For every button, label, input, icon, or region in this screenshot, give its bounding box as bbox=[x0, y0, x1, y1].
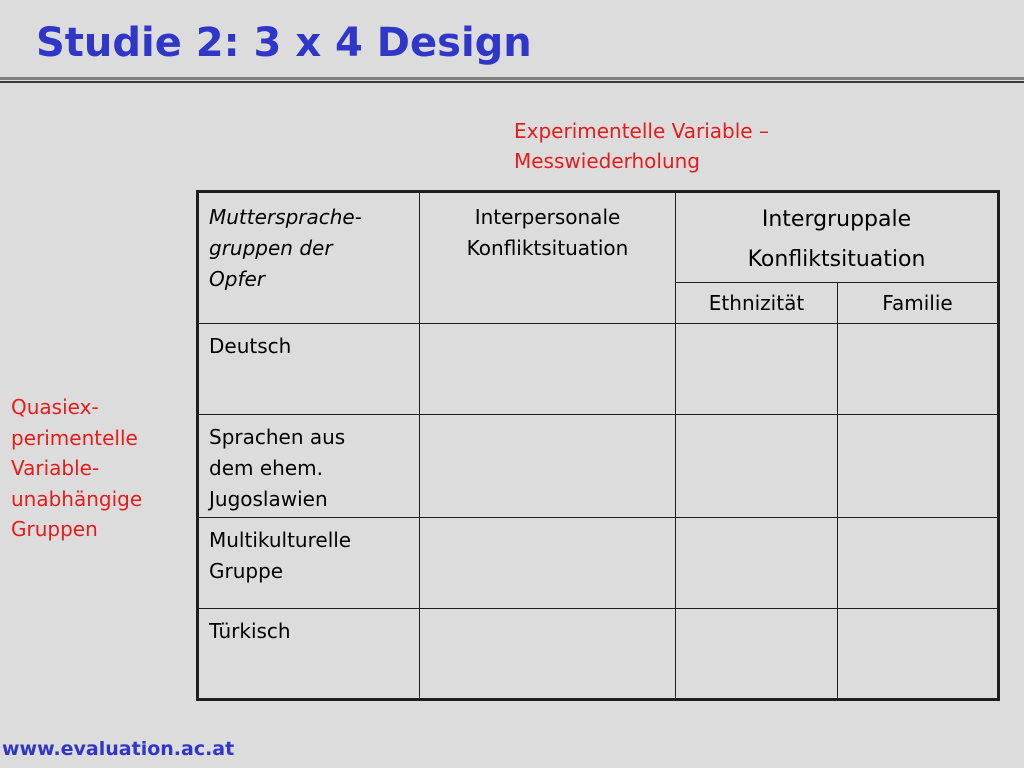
experimental-variable-line: Experimentelle Variable – bbox=[514, 119, 769, 143]
table-cell bbox=[676, 518, 838, 609]
table-row bbox=[198, 324, 999, 415]
subheader-familie: Familie bbox=[838, 283, 999, 324]
corner-header-line: gruppen der bbox=[209, 236, 333, 260]
quasi-variable-line: Variable- bbox=[11, 456, 100, 480]
table-cell bbox=[676, 324, 838, 415]
table-row bbox=[198, 415, 999, 518]
row-label-line: Sprachen aus bbox=[209, 425, 346, 449]
quasi-variable-line: Gruppen bbox=[11, 517, 98, 541]
table-row bbox=[198, 518, 999, 609]
row-label-multikulturell bbox=[198, 518, 420, 609]
corner-header-line: Opfer bbox=[209, 267, 266, 291]
table-cell bbox=[420, 518, 676, 609]
intergroup-header-line: Intergruppale bbox=[761, 207, 912, 232]
table-cell bbox=[838, 518, 999, 609]
interpersonal-header-cell bbox=[420, 192, 676, 324]
interpersonal-header-line: Interpersonale bbox=[474, 205, 621, 229]
title-divider-light bbox=[0, 77, 1024, 80]
quasi-variable-line: Quasiex- bbox=[11, 395, 99, 419]
intergroup-header-line: Konfliktsituation bbox=[747, 247, 926, 272]
corner-header-cell bbox=[198, 192, 420, 324]
quasi-variable-line: perimentelle bbox=[11, 425, 138, 450]
table-cell bbox=[838, 609, 999, 700]
row-label-line: Jugoslawien bbox=[209, 487, 328, 511]
table-cell bbox=[838, 415, 999, 518]
footer-url: www.evaluation.ac.at bbox=[2, 738, 235, 760]
table-cell bbox=[676, 415, 838, 518]
corner-header-line: Muttersprache- bbox=[209, 205, 362, 229]
interpersonal-header-line: Konfliktsituation bbox=[466, 236, 629, 260]
table-cell bbox=[420, 415, 676, 518]
table-cell bbox=[420, 324, 676, 415]
table-cell bbox=[838, 324, 999, 415]
row-label-tuerkisch bbox=[198, 609, 420, 700]
row-label-line: Multikulturelle bbox=[209, 528, 352, 552]
table-cell bbox=[676, 609, 838, 700]
quasi-experimental-variable-label bbox=[11, 392, 142, 545]
title-divider-dark bbox=[0, 81, 1024, 83]
row-label-line: Türkisch bbox=[209, 619, 291, 643]
row-label-jugoslawien bbox=[198, 415, 420, 518]
table-header-row bbox=[198, 192, 999, 283]
row-label-line: dem ehem. bbox=[209, 456, 323, 480]
table-row bbox=[198, 609, 999, 700]
design-table bbox=[196, 190, 1000, 701]
experimental-variable-line: Messwiederholung bbox=[514, 149, 701, 173]
slide-title: Studie 2: 3 x 4 Design bbox=[36, 20, 532, 66]
row-label-line: Gruppe bbox=[209, 559, 284, 583]
experimental-variable-label bbox=[514, 116, 769, 176]
table-cell bbox=[420, 609, 676, 700]
row-label-line: Deutsch bbox=[209, 334, 292, 358]
quasi-variable-line: unabhängige bbox=[11, 486, 143, 511]
intergroup-header-cell bbox=[676, 192, 999, 283]
row-label-deutsch bbox=[198, 324, 420, 415]
subheader-ethnizitaet: Ethnizität bbox=[676, 283, 838, 324]
